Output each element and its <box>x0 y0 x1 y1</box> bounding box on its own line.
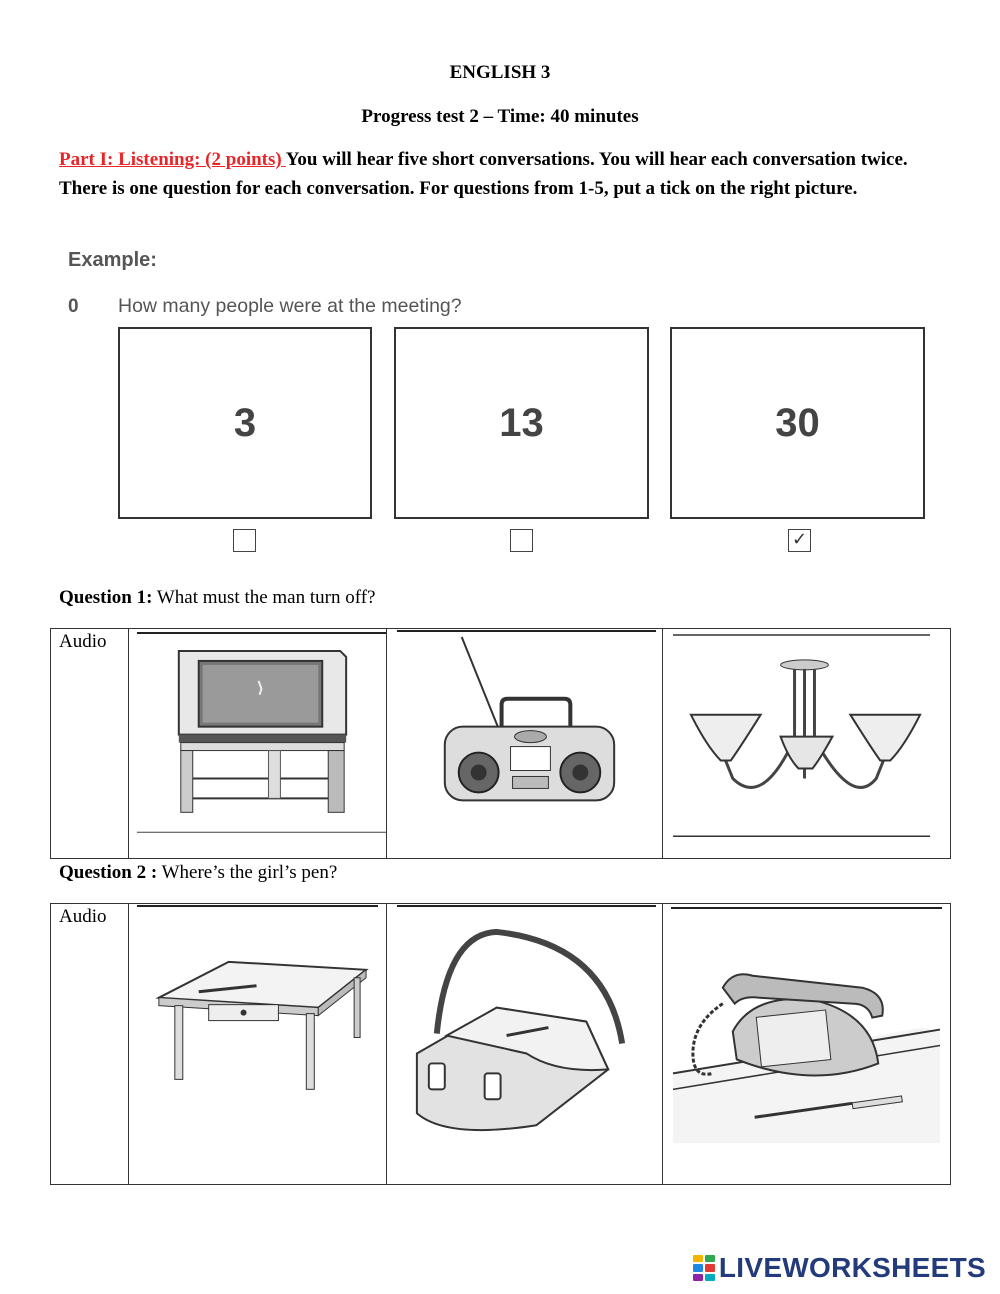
page-subtitle: Progress test 2 – Time: 40 minutes <box>361 106 639 127</box>
question-2-label: Question 2 : <box>59 862 158 883</box>
page-title: ENGLISH 3 <box>449 62 551 83</box>
example-option-3: 30 <box>670 327 925 519</box>
logo-text: LIVEWORKSHEETS <box>718 1252 986 1283</box>
q2-option-2[interactable] <box>387 904 663 1185</box>
tv-icon <box>129 629 386 858</box>
example-checkbox-3[interactable]: ✓ <box>788 529 811 552</box>
audio-button[interactable]: Audio <box>59 631 107 652</box>
question-1-text: What must the man turn off? <box>152 587 376 608</box>
question-1-table <box>50 628 951 859</box>
part-label: Part I: Listening: (2 points) <box>59 149 286 170</box>
ceiling-lamp-icon <box>663 629 950 858</box>
logo-icon <box>693 1255 715 1281</box>
q1-option-3[interactable] <box>663 629 951 859</box>
liveworksheets-logo <box>693 1252 986 1284</box>
audio-button[interactable]: Audio <box>59 906 107 927</box>
example-label: Example: <box>68 249 157 271</box>
question-1-label: Question 1: <box>59 587 153 608</box>
example-option-2: 13 <box>394 327 649 519</box>
question-2-text: Where’s the girl’s pen? <box>157 862 338 883</box>
q2-option-3[interactable] <box>663 904 951 1185</box>
q1-option-2[interactable] <box>387 629 663 859</box>
example-checkbox-1[interactable] <box>233 529 256 552</box>
q1-option-1[interactable] <box>129 629 387 859</box>
q2-option-1[interactable] <box>129 904 387 1185</box>
instructions-text: You will hear five short conversations. You will hear each conversation twice. There is one question for each conversation. For questions from 1-5, put a tick on the right picture. <box>59 149 908 199</box>
example-question: How many people were at the meeting? <box>118 295 462 317</box>
question-2 <box>59 862 337 884</box>
example-option-1: 3 <box>118 327 372 519</box>
instructions <box>59 146 939 203</box>
example-number: 0 <box>68 296 79 317</box>
question-1 <box>59 587 375 609</box>
table-with-pen-icon <box>129 904 386 1184</box>
radio-cassette-icon <box>387 629 662 858</box>
telephone-with-pen-icon <box>663 904 950 1184</box>
question-2-table <box>50 903 951 1185</box>
bag-with-pen-icon <box>387 904 662 1184</box>
example-checkbox-2[interactable] <box>510 529 533 552</box>
